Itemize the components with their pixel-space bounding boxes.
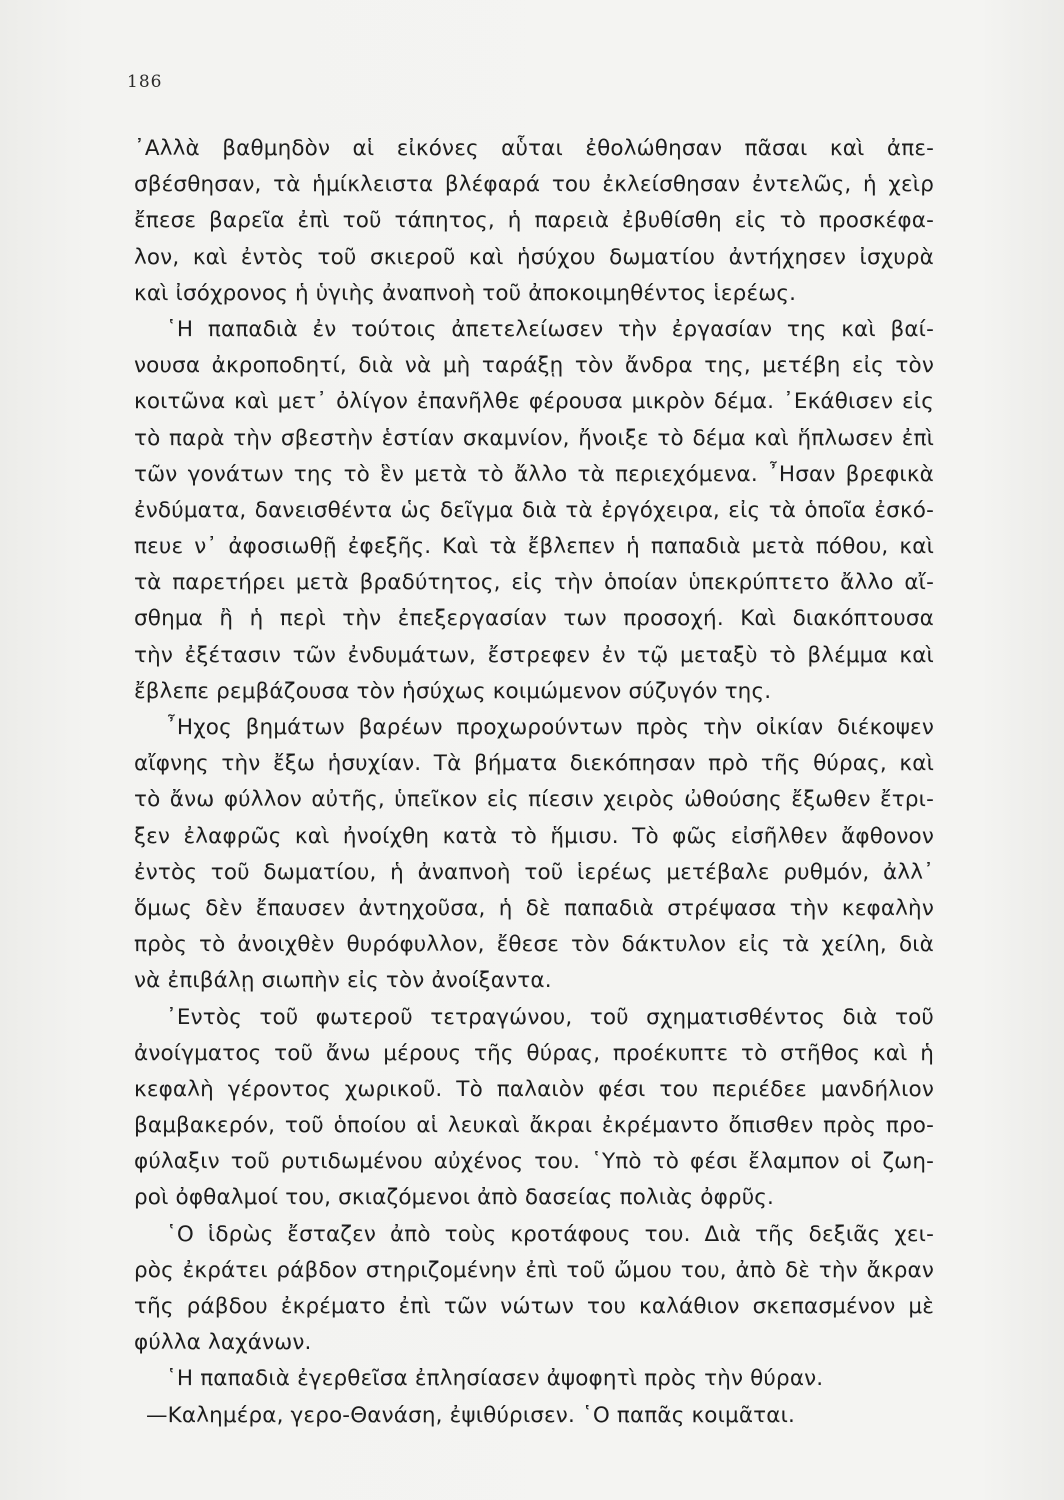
text-line: ῾Η παπαδιὰ ἐν τούτοις ἀπετελείωσεν τὴν ἐργασίαν της καὶ βαί- (166, 316, 934, 342)
text-line: ξεν ἐλαφρῶς καὶ ἠνοίχθη κατὰ τὸ ἥμισυ. Τὸ φῶς εἰσῆλθεν ἄφθονον (134, 823, 934, 849)
text-line: πευε ν᾿ ἀφοσιωθῇ ἐφεξῆς. Καὶ τὰ ἔβλεπεν ἡ παπαδιὰ μετὰ πόθου, καὶ (134, 534, 934, 560)
text-line: ῾Ο ἱδρὼς ἔσταζεν ἀπὸ τοὺς κροτάφους του. Διὰ τῆς δεξιᾶς χει- (166, 1221, 934, 1247)
text-line: κοιτῶνα καὶ μετ᾿ ὀλίγον ἐπανῆλθε φέρουσα μικρὸν δέμα. ᾿Εκάθισεν εἰς (134, 389, 934, 415)
text-line: τὴν ἐξέτασιν τῶν ἐνδυμάτων, ἔστρεφεν ἐν τῷ μεταξὺ τὸ βλέμμα καὶ (134, 642, 934, 668)
text-line: ὅμως δὲν ἔπαυσεν ἀντηχοῦσα, ἡ δὲ παπαδιὰ στρέψασα τὴν κεφαλὴν (134, 895, 934, 921)
text-line: ἔβλεπε ρεμβάζουσα τὸν ἡσύχως κοιμώμενον σύζυγόν της. (134, 678, 772, 704)
text-line: νουσα ἀκροποδητί, διὰ νὰ μὴ ταράξῃ τὸν ἄνδρα της, μετέβη εἰς τὸν (134, 353, 934, 379)
text-line: νὰ ἐπιβάλῃ σιωπὴν εἰς τὸν ἀνοίξαντα. (134, 968, 552, 994)
text-line: τῶν γονάτων της τὸ ἓν μετὰ τὸ ἄλλο τὰ περιεχόμενα. ῏Ησαν βρεφικὰ (134, 461, 934, 487)
text-line: πρὸς τὸ ἀνοιχθὲν θυρόφυλλον, ἔθεσε τὸν δάκτυλον εἰς τὰ χείλη, διὰ (134, 932, 934, 958)
text-line: καὶ ἰσόχρονος ἡ ὑγιὴς ἀναπνοὴ τοῦ ἀποκοιμηθέντος ἱερέως. (134, 280, 797, 306)
page-number: 186 (127, 72, 163, 92)
text-line: βαμβακερόν, τοῦ ὁποίου αἱ λευκαὶ ἄκραι ἐκρέμαντο ὄπισθεν πρὸς προ- (134, 1113, 934, 1139)
text-line: —Καλημέρα, γερο-Θανάση, ἐψιθύρισεν. ῾Ο παπᾶς κοιμᾶται. (146, 1402, 796, 1428)
text-line: λον, καὶ ἐντὸς τοῦ σκιεροῦ καὶ ἡσύχου δωματίου ἀντήχησεν ἰσχυρὰ (134, 244, 934, 270)
text-line: αἴφνης τὴν ἔξω ἡσυχίαν. Τὰ βήματα διεκόπησαν πρὸ τῆς θύρας, καὶ (134, 751, 934, 777)
text-line: ρὸς ἐκράτει ράβδον στηριζομένην ἐπὶ τοῦ ὤμου του, ἀπὸ δὲ τὴν ἄκραν (134, 1257, 934, 1283)
text-line: τὸ παρὰ τὴν σβεστὴν ἑστίαν σκαμνίον, ἤνοιξε τὸ δέμα καὶ ἥπλωσεν ἐπὶ (134, 425, 934, 451)
text-line: ἐντὸς τοῦ δωματίου, ἡ ἀναπνοὴ τοῦ ἱερέως μετέβαλε ρυθμόν, ἀλλ᾿ (134, 859, 934, 885)
text-line: τῆς ράβδου ἐκρέματο ἐπὶ τῶν νώτων του καλάθιον σκεπασμένον μὲ (134, 1294, 934, 1319)
text-line: σθημα ἢ ἡ περὶ τὴν ἐπεξεργασίαν των προσοχή. Καὶ διακόπτουσα (134, 606, 934, 632)
text-line: ἀνοίγματος τοῦ ἄνω μέρους τῆς θύρας, προέκυπτε τὸ στῆθος καὶ ἡ (134, 1040, 934, 1066)
text-line: ᾿Αλλὰ βαθμηδὸν αἱ εἰκόνες αὗται ἐθολώθησαν πᾶσαι καὶ ἀπε- (134, 136, 934, 161)
text-line: ᾿Εντὸς τοῦ φωτεροῦ τετραγώνου, τοῦ σχηματισθέντος διὰ τοῦ (166, 1004, 934, 1030)
text-line: ῏Ηχος βημάτων βαρέων προχωρούντων πρὸς τὴν οἰκίαν διέκοψεν (166, 715, 934, 740)
text-line: σβέσθησαν, τὰ ἡμίκλειστα βλέφαρά του ἐκλείσθησαν ἐντελῶς, ἡ χεὶρ (134, 172, 934, 198)
text-line: ροὶ ὀφθαλμοί του, σκιαζόμενοι ἀπὸ δασείας πολιὰς ὀφρῦς. (134, 1185, 775, 1211)
text-line: ἐνδύματα, δανεισθέντα ὡς δεῖγμα διὰ τὰ ἐργόχειρα, εἰς τὰ ὁποῖα ἐσκό- (134, 497, 934, 523)
text-line: τὸ ἄνω φύλλον αὐτῆς, ὑπεῖκον εἰς πίεσιν χειρὸς ὠθούσης ἔξωθεν ἔτρι- (134, 787, 934, 813)
text-line: τὰ παρετήρει μετὰ βραδύτητος, εἰς τὴν ὁποίαν ὑπεκρύπτετο ἄλλο αἴ- (134, 570, 934, 596)
text-line: κεφαλὴ γέροντος χωρικοῦ. Τὸ παλαιὸν φέσι του περιέδεε μανδήλιον (134, 1076, 934, 1102)
text-line: ῾Η παπαδιὰ ἐγερθεῖσα ἐπλησίασεν ἀψοφητὶ πρὸς τὴν θύραν. (166, 1366, 824, 1392)
body-text (134, 131, 934, 1434)
text-line: φύλλα λαχάνων. (134, 1330, 312, 1356)
text-line: φύλαξιν τοῦ ρυτιδωμένου αὐχένος του. ῾Υπὸ τὸ φέσι ἔλαμπον οἱ ζωη- (134, 1149, 934, 1175)
text-line: ἔπεσε βαρεῖα ἐπὶ τοῦ τάπητος, ἡ παρειὰ ἐβυθίσθη εἰς τὸ προσκέφα- (134, 208, 934, 234)
